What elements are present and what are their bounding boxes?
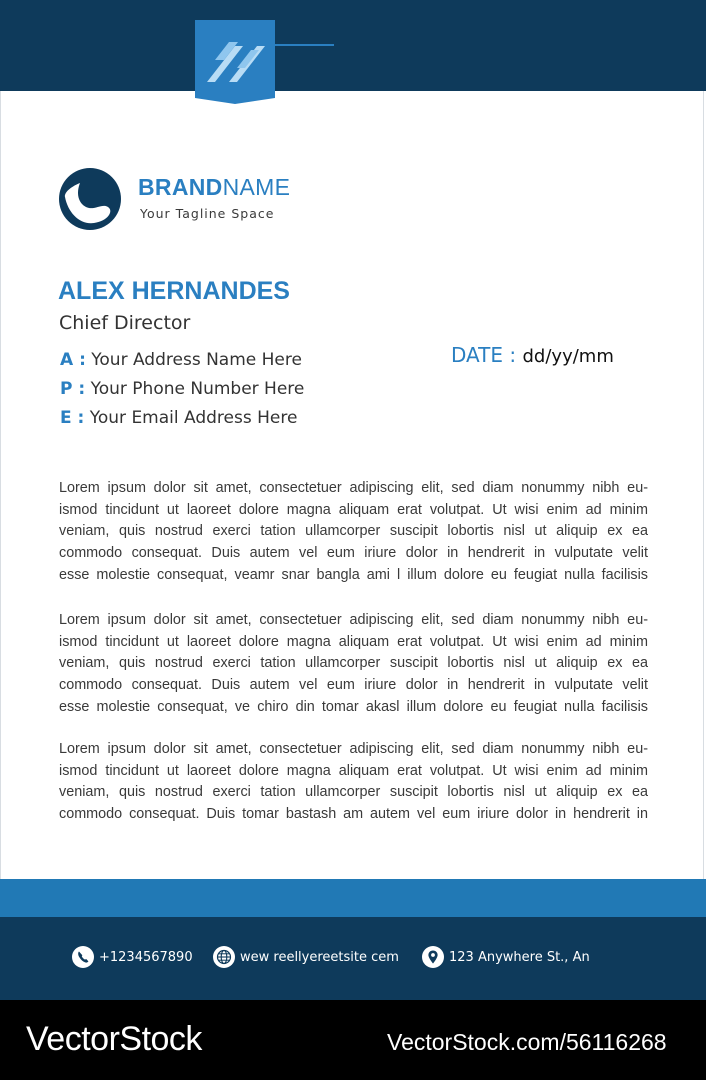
contact-email-value: Your Email Address Here — [89, 408, 298, 428]
paragraph-line: ismod tincidunt ut laoreet dolore magna aliquam erat volutpat. Ut wisi enim ad minim — [59, 501, 648, 518]
body-paragraph-2 — [59, 610, 648, 719]
watermark-url: VectorStock.com/56116268 — [387, 1029, 667, 1055]
paragraph-line: commodo consequat. Duis autem vel eum iriure dolor in hendrerit in vulputate velit — [59, 545, 648, 562]
footer-website — [213, 946, 399, 968]
person-name: ALEX HERNANDES — [58, 277, 290, 305]
brand-name-bold: BRAND — [138, 174, 223, 200]
brand-name-regular: NAME — [222, 174, 291, 200]
person-title: Chief Director — [59, 312, 191, 334]
date-label: DATE : — [451, 343, 517, 367]
paragraph-line: Lorem ipsum dolor sit amet, consectetuer adipiscing elit, sed diam nonummy nibh eu- — [59, 480, 648, 496]
contact-email — [60, 408, 297, 428]
paragraph-line: veniam, quis nostrud exerci tation ullamcorper suscipit lobortis nisl ut aliquip ex ea — [59, 523, 648, 540]
footer-address — [422, 946, 590, 968]
contact-phone — [60, 379, 304, 399]
paragraph-line: Lorem ipsum dolor sit amet, consectetuer adipiscing elit, sed diam nonummy nibh eu- — [59, 741, 648, 757]
header-bar — [0, 0, 706, 91]
footer-accent-bar — [0, 879, 706, 917]
watermark-logo: VectorStock — [26, 1020, 202, 1058]
globe-icon — [213, 946, 235, 968]
paragraph-line: esse molestie consequat, ve chiro din tomar akasl illum dolore eu feugiat nulla facilisis — [59, 698, 648, 715]
contact-address-key: A : — [60, 350, 86, 370]
contact-address-value: Your Address Name Here — [91, 350, 302, 370]
paragraph-line: commodo consequat. Duis autem vel eum iriure dolor in hendrerit in vulputate velit — [59, 677, 648, 694]
paragraph-line: veniam, quis nostrud exerci tation ullamcorper suscipit lobortis nisl ut aliquip ex ea — [59, 784, 648, 801]
footer-phone — [72, 946, 193, 968]
paragraph-line: esse molestie consequat, veamr snar bangla ami l illum dolore eu feugiat nulla facilisis — [59, 566, 648, 583]
paragraph-line: ismod tincidunt ut laoreet dolore magna aliquam erat volutpat. Ut wisi enim ad minim — [59, 633, 648, 650]
location-pin-icon — [422, 946, 444, 968]
paragraph-line: ismod tincidunt ut laoreet dolore magna aliquam erat volutpat. Ut wisi enim ad minim — [59, 762, 648, 779]
header-ribbon-logo-icon — [195, 20, 275, 104]
footer-address-text: 123 Anywhere St., An — [449, 949, 590, 965]
date-value: dd/yy/mm — [522, 346, 614, 367]
contact-phone-value: Your Phone Number Here — [90, 379, 305, 399]
brand-circle-logo-icon — [58, 167, 122, 231]
contact-address — [60, 350, 302, 370]
header-accent-line — [274, 44, 334, 46]
phone-icon — [72, 946, 94, 968]
footer-website-text: wew reellyereetsite cem — [240, 949, 399, 965]
paragraph-line: veniam, quis nostrud exerci tation ullamcorper suscipit lobortis nisl ut aliquip ex ea — [59, 655, 648, 672]
body-paragraph-3 — [59, 739, 648, 826]
contact-email-key: E : — [60, 408, 85, 428]
paragraph-line: Lorem ipsum dolor sit amet, consectetuer adipiscing elit, sed diam nonummy nibh eu- — [59, 612, 648, 628]
paragraph-line: commodo consequat. Duis tomar bastash am autem vel eum iriure dolor in hendrerit in — [59, 806, 648, 823]
contact-phone-key: P : — [60, 379, 86, 399]
brand-tagline: Your Tagline Space — [140, 206, 275, 221]
date-row — [451, 343, 614, 367]
brand-name — [138, 174, 290, 201]
footer-phone-text: +1234567890 — [99, 949, 193, 965]
body-paragraph-1 — [59, 478, 648, 587]
